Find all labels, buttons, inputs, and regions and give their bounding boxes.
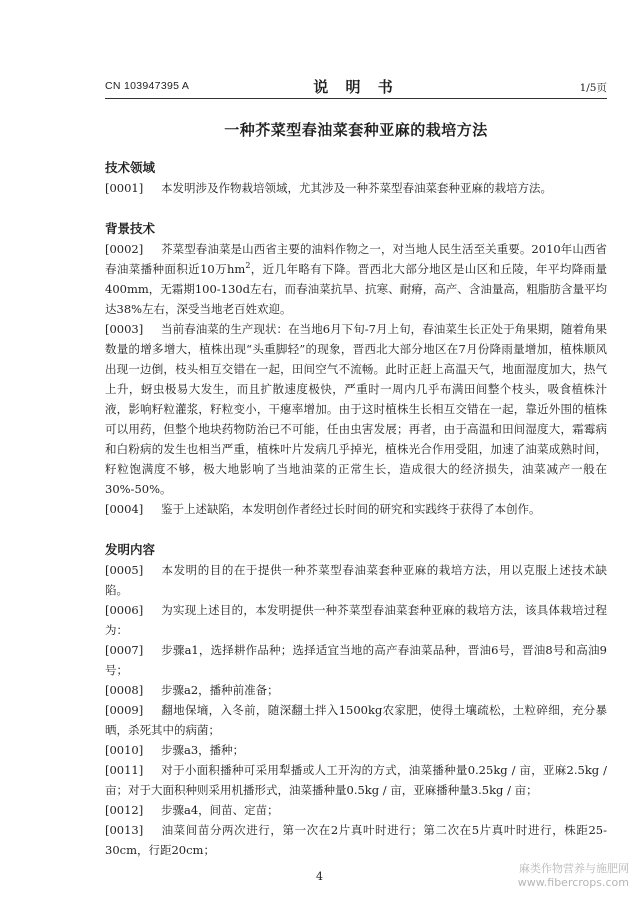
- paragraph-number: [0002]: [105, 242, 144, 256]
- paragraph: [105, 640, 607, 680]
- doc-number: CN 103947395 A: [105, 80, 190, 92]
- paragraph-text: 本发明涉及作物栽培领域，尤其涉及一种芥菜型春油菜套种亚麻的栽培方法。: [161, 181, 552, 195]
- paragraph-text: 为实现上述目的，本发明提供一种芥菜型春油菜套种亚麻的栽培方法，该具体栽培过程为：: [105, 603, 607, 637]
- paragraph: [105, 760, 607, 800]
- paragraph-text-continued: ，近几年略有下降。晋西北大部分地区是山区和丘陵，年平均降雨量400mm，无霜期100-130d左右，而春油菜抗旱、抗寒、耐瘠，高产、含油量高，粗脂肪含量平均达38%左右，深受当地老百姓欢迎。: [105, 262, 607, 316]
- watermark: [518, 862, 629, 890]
- paragraph-text: 当前春油菜的生产现状：在当地6月下旬-7月上旬，春油菜生长正处于角果期，随着角果数量的增多增大，植株出现“头重脚轻”的现象，晋西北大部分地区在7月份降雨量增加，植株顺风出现一边倒，枝头相互交错在一起，田间空气不流畅。此时正赶上高温天气，地面湿度加大，热气上升，蚜虫极易大发生，而且扩散速度极快，严重时一周内几乎布满田间整个枝头，吸食植株汁液，影响籽粒灌浆，籽粒变小，干瘪率增加。由于这时植株生长相互交错在一起，靠近外围的植株可以用药，但整个地块药物防治已不可能，任由虫害发展；再者，由于高温和田间湿度大，霜霉病和白粉病的发生也相当严重，植株叶片发病几乎掉光，植株光合作用受阻，加速了油菜成熟时间，籽粒饱满度不够，极大地影响了当地油菜的正常生长，造成很大的经济损失，油菜减产一般在30%-50%。: [105, 322, 607, 496]
- paragraph: [105, 319, 607, 499]
- doc-type: 说 明 书: [313, 78, 399, 96]
- paragraph: [105, 239, 607, 319]
- section-title-technical-field: 技术领域: [105, 160, 156, 175]
- watermark-line: www.fibercrops.com: [517, 876, 629, 889]
- paragraph-text: 对于小面积播种可采用犁播或人工开沟的方式，油菜播种量0.25kg / 亩，亚麻2.5kg / 亩；对于大面积种则采用机播形式，油菜播种量0.5kg / 亩，亚麻播种量3.5kg / 亩；: [105, 763, 607, 797]
- section-title-summary: 发明内容: [105, 542, 156, 557]
- page-number: 4: [316, 870, 323, 883]
- paragraph-number: [0010]: [105, 743, 144, 757]
- paragraph: [105, 800, 607, 820]
- paragraph-number: [0008]: [105, 683, 144, 697]
- paragraph-number: [0003]: [105, 322, 144, 336]
- paragraph-number: [0011]: [105, 763, 144, 777]
- paragraph: [105, 178, 607, 198]
- paragraph: [105, 600, 607, 640]
- paragraph-text: 翻地保墒，入冬前，随深翻土拌入1500kg农家肥，使得土壤疏松，土粒碎细，充分暴晒，杀死其中的病菌；: [105, 703, 607, 737]
- document-title: 一种芥菜型春油菜套种亚麻的栽培方法: [224, 121, 488, 139]
- page-header: [105, 76, 607, 96]
- document-body: [105, 158, 607, 860]
- paragraph-text: 步骤a1，选择耕作品种；选择适宜当地的高产春油菜品种，晋油6号，晋油8号和高油9号；: [105, 643, 607, 677]
- page-index: 1/5页: [579, 82, 607, 94]
- paragraph: [105, 820, 607, 860]
- paragraph-number: [0012]: [105, 803, 144, 817]
- paragraph-text: 步骤a4，间苗、定苗；: [161, 803, 279, 817]
- paragraph-number: [0006]: [105, 603, 144, 617]
- paragraph-text: 步骤a3，播种；: [161, 743, 245, 757]
- header-divider: [105, 98, 607, 99]
- paragraph-text: 步骤a2，播种前准备；: [161, 683, 279, 697]
- paragraph-number: [0005]: [105, 563, 144, 577]
- paragraph-text: 芥菜型春油菜是山西省主要的油料作物之一，对当地人民生活至关重要。2010年山西省春油菜播种面积近10万hm: [105, 242, 607, 276]
- watermark-line: 麻类作物营养与施肥网: [519, 862, 629, 875]
- paragraph-number: [0007]: [105, 643, 144, 657]
- paragraph: [105, 700, 607, 740]
- paragraph: [105, 560, 607, 600]
- paragraph-number: [0001]: [105, 181, 144, 195]
- paragraph: [105, 680, 607, 700]
- paragraph-number: [0009]: [105, 703, 144, 717]
- paragraph: [105, 499, 607, 519]
- paragraph-number: [0013]: [105, 823, 144, 837]
- paragraph: [105, 740, 607, 760]
- paragraph-number: [0004]: [105, 502, 144, 516]
- paragraph-text: 本发明的目的在于提供一种芥菜型春油菜套种亚麻的栽培方法，用以克服上述技术缺陷。: [105, 563, 607, 597]
- paragraph-text: 鉴于上述缺陷，本发明创作者经过长时间的研究和实践终于获得了本创作。: [161, 502, 541, 516]
- superscript: 2: [245, 261, 251, 271]
- paragraph-text: 油菜间苗分两次进行，第一次在2片真叶时进行；第二次在5片真叶时进行，株距25-30cm，行距20cm；: [105, 823, 607, 857]
- section-title-background: 背景技术: [105, 221, 156, 236]
